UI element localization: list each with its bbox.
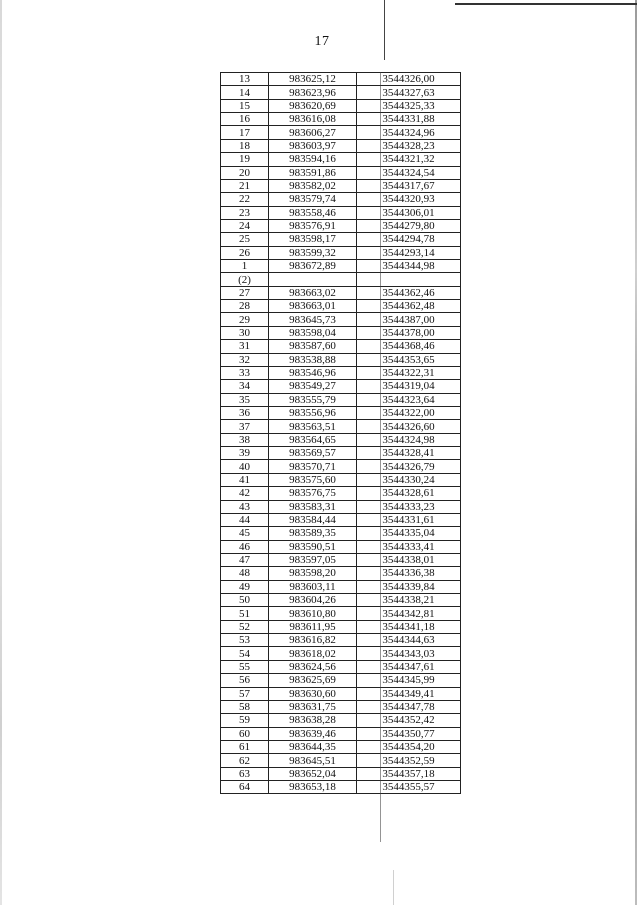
x-coordinate-cell: 983556,96: [269, 406, 357, 419]
x-coordinate-cell: 983625,12: [269, 73, 357, 86]
point-number-cell: 1: [221, 260, 269, 273]
x-coordinate-cell: 983549,27: [269, 380, 357, 393]
y-coordinate-cell: 3544328,23: [357, 139, 461, 152]
x-coordinate-cell: 983631,75: [269, 700, 357, 713]
x-coordinate-cell: 983630,60: [269, 687, 357, 700]
table-row: [221, 153, 461, 166]
table-row: [221, 193, 461, 206]
table-row: [221, 126, 461, 139]
scan-seam: [380, 72, 381, 842]
table-row: [221, 206, 461, 219]
point-number-cell: 22: [221, 193, 269, 206]
x-coordinate-cell: 983558,46: [269, 206, 357, 219]
x-coordinate-cell: 983538,88: [269, 353, 357, 366]
y-coordinate-cell: 3544323,64: [357, 393, 461, 406]
x-coordinate-cell: 983598,20: [269, 567, 357, 580]
y-coordinate-cell: 3544306,01: [357, 206, 461, 219]
y-coordinate-cell: 3544378,00: [357, 326, 461, 339]
x-coordinate-cell: 983644,35: [269, 740, 357, 753]
point-number-cell: 15: [221, 99, 269, 112]
x-coordinate-cell: 983584,44: [269, 513, 357, 526]
x-coordinate-cell: 983599,32: [269, 246, 357, 259]
x-coordinate-cell: 983597,05: [269, 553, 357, 566]
x-coordinate-cell: 983598,04: [269, 326, 357, 339]
y-coordinate-cell: 3544322,31: [357, 366, 461, 379]
y-coordinate-cell: 3544338,21: [357, 594, 461, 607]
table-row: [221, 674, 461, 687]
x-coordinate-cell: 983603,11: [269, 580, 357, 593]
page-crease-faint: [393, 870, 394, 905]
y-coordinate-cell: 3544293,14: [357, 246, 461, 259]
point-number-cell: 42: [221, 487, 269, 500]
table-row: [221, 473, 461, 486]
point-number-cell: 19: [221, 153, 269, 166]
coordinates-table-body: [221, 73, 461, 794]
y-coordinate-cell: 3544350,77: [357, 727, 461, 740]
y-coordinate-cell: 3544279,80: [357, 219, 461, 232]
point-number-cell: 62: [221, 754, 269, 767]
y-coordinate-cell: [357, 273, 461, 286]
table-row: [221, 740, 461, 753]
point-number-cell: 24: [221, 219, 269, 232]
point-number-cell: 47: [221, 553, 269, 566]
table-row: [221, 607, 461, 620]
point-number-cell: 17: [221, 126, 269, 139]
table-row: [221, 406, 461, 419]
point-number-cell: 50: [221, 594, 269, 607]
point-number-cell: 45: [221, 527, 269, 540]
table-row: [221, 113, 461, 126]
point-number-cell: 35: [221, 393, 269, 406]
table-row: [221, 73, 461, 86]
scan-edge-left: [0, 0, 2, 905]
x-coordinate-cell: 983546,96: [269, 366, 357, 379]
point-number-cell: 38: [221, 433, 269, 446]
table-row: [221, 754, 461, 767]
table-row: [221, 567, 461, 580]
x-coordinate-cell: 983587,60: [269, 340, 357, 353]
x-coordinate-cell: 983576,91: [269, 219, 357, 232]
y-coordinate-cell: 3544352,42: [357, 714, 461, 727]
x-coordinate-cell: [269, 273, 357, 286]
table-row: [221, 594, 461, 607]
y-coordinate-cell: 3544333,41: [357, 540, 461, 553]
page-number: 17: [314, 34, 330, 49]
x-coordinate-cell: 983591,86: [269, 166, 357, 179]
page-crease-line: [384, 0, 385, 60]
x-coordinate-cell: 983569,57: [269, 447, 357, 460]
y-coordinate-cell: 3544347,61: [357, 660, 461, 673]
point-number-cell: 25: [221, 233, 269, 246]
table-row: [221, 781, 461, 794]
x-coordinate-cell: 983603,97: [269, 139, 357, 152]
y-coordinate-cell: 3544319,04: [357, 380, 461, 393]
point-number-cell: 28: [221, 300, 269, 313]
point-number-cell: 36: [221, 406, 269, 419]
x-coordinate-cell: 983652,04: [269, 767, 357, 780]
y-coordinate-cell: 3544341,18: [357, 620, 461, 633]
x-coordinate-cell: 983570,71: [269, 460, 357, 473]
table-row: [221, 166, 461, 179]
x-coordinate-cell: 983598,17: [269, 233, 357, 246]
table-row: [221, 580, 461, 593]
y-coordinate-cell: 3544322,00: [357, 406, 461, 419]
x-coordinate-cell: 983616,08: [269, 113, 357, 126]
y-coordinate-cell: 3544344,98: [357, 260, 461, 273]
y-coordinate-cell: 3544345,99: [357, 674, 461, 687]
x-coordinate-cell: 983645,73: [269, 313, 357, 326]
point-number-cell: 30: [221, 326, 269, 339]
y-coordinate-cell: 3544326,60: [357, 420, 461, 433]
x-coordinate-cell: 983582,02: [269, 179, 357, 192]
table-row: [221, 620, 461, 633]
x-coordinate-cell: 983594,16: [269, 153, 357, 166]
y-coordinate-cell: 3544326,79: [357, 460, 461, 473]
y-coordinate-cell: 3544331,88: [357, 113, 461, 126]
y-coordinate-cell: 3544368,46: [357, 340, 461, 353]
x-coordinate-cell: 983620,69: [269, 99, 357, 112]
point-number-cell: 37: [221, 420, 269, 433]
y-coordinate-cell: 3544362,48: [357, 300, 461, 313]
point-number-cell: 60: [221, 727, 269, 740]
table-row: [221, 433, 461, 446]
point-number-cell: 46: [221, 540, 269, 553]
point-number-cell: 54: [221, 647, 269, 660]
x-coordinate-cell: 983589,35: [269, 527, 357, 540]
scan-edge-right: [635, 0, 637, 905]
table-row: [221, 540, 461, 553]
y-coordinate-cell: 3544344,63: [357, 634, 461, 647]
table-row: [221, 286, 461, 299]
point-number-cell: 56: [221, 674, 269, 687]
point-number-cell: 59: [221, 714, 269, 727]
point-number-cell: 20: [221, 166, 269, 179]
x-coordinate-cell: 983611,95: [269, 620, 357, 633]
table-row: [221, 527, 461, 540]
table-row: [221, 260, 461, 273]
table-row: [221, 246, 461, 259]
point-number-cell: 48: [221, 567, 269, 580]
y-coordinate-cell: 3544335,04: [357, 527, 461, 540]
y-coordinate-cell: 3544324,54: [357, 166, 461, 179]
y-coordinate-cell: 3544387,00: [357, 313, 461, 326]
point-number-cell: 58: [221, 700, 269, 713]
point-number-cell: 31: [221, 340, 269, 353]
table-row: [221, 500, 461, 513]
point-number-cell: 41: [221, 473, 269, 486]
table-row: [221, 233, 461, 246]
y-coordinate-cell: 3544321,32: [357, 153, 461, 166]
point-number-cell: 53: [221, 634, 269, 647]
point-number-cell: (2): [221, 273, 269, 286]
y-coordinate-cell: 3544336,38: [357, 567, 461, 580]
table-row: [221, 487, 461, 500]
y-coordinate-cell: 3544331,61: [357, 513, 461, 526]
table-row: [221, 393, 461, 406]
table-row: [221, 420, 461, 433]
x-coordinate-cell: 983625,69: [269, 674, 357, 687]
x-coordinate-cell: 983606,27: [269, 126, 357, 139]
point-number-cell: 49: [221, 580, 269, 593]
table-row: [221, 219, 461, 232]
point-number-cell: 34: [221, 380, 269, 393]
table-row: [221, 647, 461, 660]
y-coordinate-cell: 3544324,96: [357, 126, 461, 139]
table-row: [221, 513, 461, 526]
table-row: [221, 553, 461, 566]
table-row: [221, 326, 461, 339]
y-coordinate-cell: 3544320,93: [357, 193, 461, 206]
x-coordinate-cell: 983663,02: [269, 286, 357, 299]
x-coordinate-cell: 983623,96: [269, 86, 357, 99]
y-coordinate-cell: 3544349,41: [357, 687, 461, 700]
point-number-cell: 55: [221, 660, 269, 673]
y-coordinate-cell: 3544324,98: [357, 433, 461, 446]
x-coordinate-cell: 983639,46: [269, 727, 357, 740]
y-coordinate-cell: 3544338,01: [357, 553, 461, 566]
table-row: [221, 353, 461, 366]
y-coordinate-cell: 3544347,78: [357, 700, 461, 713]
table-row: [221, 727, 461, 740]
y-coordinate-cell: 3544352,59: [357, 754, 461, 767]
y-coordinate-cell: 3544333,23: [357, 500, 461, 513]
table-row: [221, 460, 461, 473]
table-row: [221, 313, 461, 326]
table-row: [221, 660, 461, 673]
table-row: [221, 700, 461, 713]
point-number-cell: 32: [221, 353, 269, 366]
y-coordinate-cell: 3544362,46: [357, 286, 461, 299]
x-coordinate-cell: 983653,18: [269, 781, 357, 794]
point-number-cell: 14: [221, 86, 269, 99]
table-row: [221, 139, 461, 152]
table-row: [221, 273, 461, 286]
x-coordinate-cell: 983583,31: [269, 500, 357, 513]
y-coordinate-cell: 3544330,24: [357, 473, 461, 486]
x-coordinate-cell: 983645,51: [269, 754, 357, 767]
x-coordinate-cell: 983663,01: [269, 300, 357, 313]
x-coordinate-cell: 983672,89: [269, 260, 357, 273]
y-coordinate-cell: 3544328,61: [357, 487, 461, 500]
table-row: [221, 179, 461, 192]
y-coordinate-cell: 3544353,65: [357, 353, 461, 366]
y-coordinate-cell: 3544326,00: [357, 73, 461, 86]
table-row: [221, 767, 461, 780]
y-coordinate-cell: 3544357,18: [357, 767, 461, 780]
table-row: [221, 687, 461, 700]
table-row: [221, 340, 461, 353]
y-coordinate-cell: 3544342,81: [357, 607, 461, 620]
y-coordinate-cell: 3544355,57: [357, 781, 461, 794]
x-coordinate-cell: 983576,75: [269, 487, 357, 500]
table-row: [221, 366, 461, 379]
y-coordinate-cell: 3544328,41: [357, 447, 461, 460]
y-coordinate-cell: 3544325,33: [357, 99, 461, 112]
x-coordinate-cell: 983555,79: [269, 393, 357, 406]
table-row: [221, 99, 461, 112]
point-number-cell: 39: [221, 447, 269, 460]
table-row: [221, 86, 461, 99]
point-number-cell: 61: [221, 740, 269, 753]
point-number-cell: 57: [221, 687, 269, 700]
y-coordinate-cell: 3544354,20: [357, 740, 461, 753]
x-coordinate-cell: 983575,60: [269, 473, 357, 486]
point-number-cell: 44: [221, 513, 269, 526]
point-number-cell: 26: [221, 246, 269, 259]
point-number-cell: 23: [221, 206, 269, 219]
table-row: [221, 447, 461, 460]
point-number-cell: 40: [221, 460, 269, 473]
coordinates-table: [220, 72, 461, 794]
point-number-cell: 18: [221, 139, 269, 152]
x-coordinate-cell: 983590,51: [269, 540, 357, 553]
point-number-cell: 51: [221, 607, 269, 620]
point-number-cell: 16: [221, 113, 269, 126]
x-coordinate-cell: 983624,56: [269, 660, 357, 673]
point-number-cell: 33: [221, 366, 269, 379]
y-coordinate-cell: 3544317,67: [357, 179, 461, 192]
x-coordinate-cell: 983616,82: [269, 634, 357, 647]
x-coordinate-cell: 983610,80: [269, 607, 357, 620]
table-row: [221, 380, 461, 393]
table-row: [221, 714, 461, 727]
y-coordinate-cell: 3544294,78: [357, 233, 461, 246]
x-coordinate-cell: 983638,28: [269, 714, 357, 727]
point-number-cell: 63: [221, 767, 269, 780]
x-coordinate-cell: 983604,26: [269, 594, 357, 607]
x-coordinate-cell: 983563,51: [269, 420, 357, 433]
point-number-cell: 52: [221, 620, 269, 633]
x-coordinate-cell: 983618,02: [269, 647, 357, 660]
point-number-cell: 29: [221, 313, 269, 326]
top-rule: [455, 3, 637, 5]
y-coordinate-cell: 3544343,03: [357, 647, 461, 660]
y-coordinate-cell: 3544327,63: [357, 86, 461, 99]
point-number-cell: 21: [221, 179, 269, 192]
point-number-cell: 43: [221, 500, 269, 513]
y-coordinate-cell: 3544339,84: [357, 580, 461, 593]
table-row: [221, 634, 461, 647]
point-number-cell: 13: [221, 73, 269, 86]
table-row: [221, 300, 461, 313]
point-number-cell: 27: [221, 286, 269, 299]
x-coordinate-cell: 983579,74: [269, 193, 357, 206]
point-number-cell: 64: [221, 781, 269, 794]
x-coordinate-cell: 983564,65: [269, 433, 357, 446]
